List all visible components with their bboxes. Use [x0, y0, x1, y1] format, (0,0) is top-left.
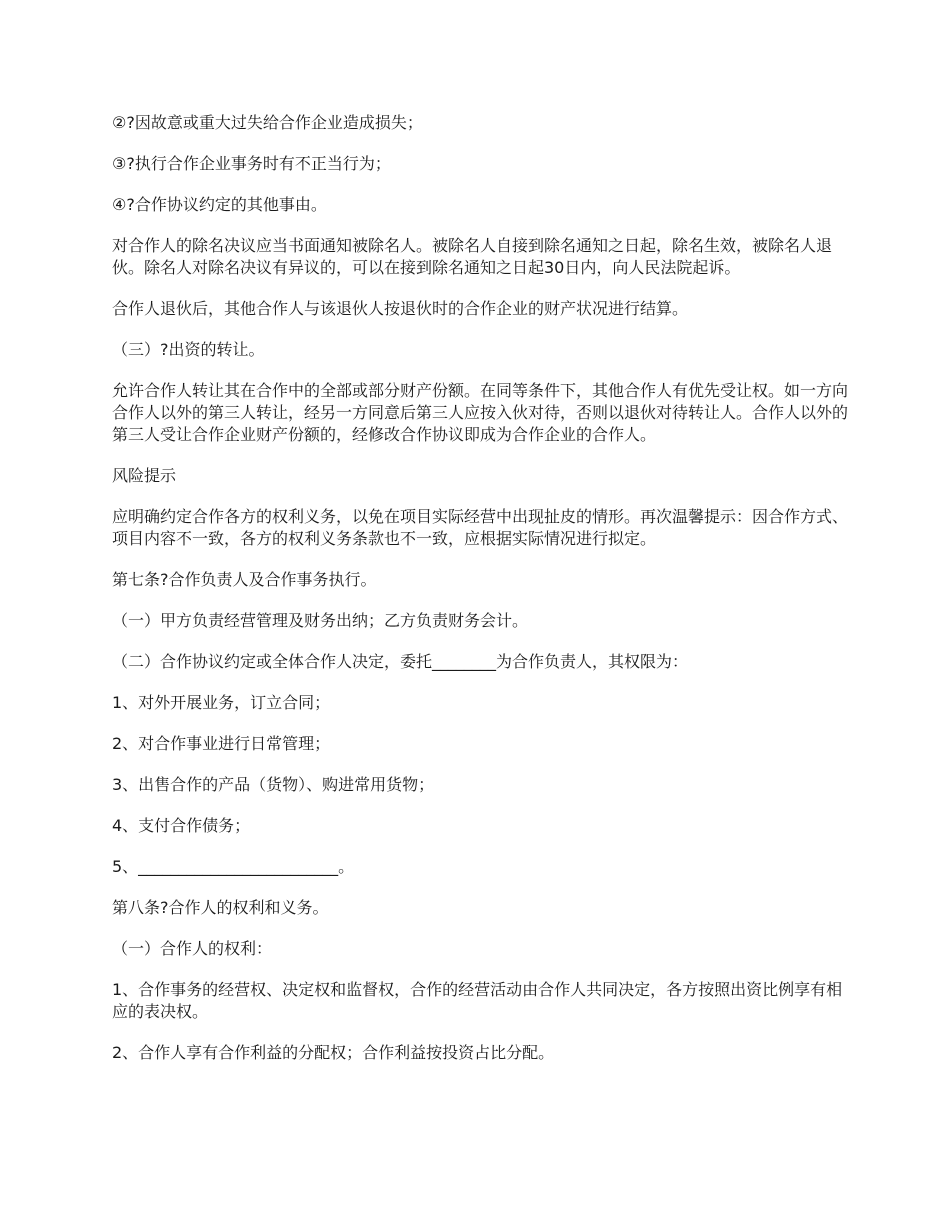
- partner-rights-item-1: 1、合作事务的经营权、决定权和监督权，合作的经营活动由合作人共同决定，各方按照出资比例享有相应的表决权。: [112, 980, 843, 1021]
- clause-item-2: ②?因故意或重大过失给合作企业造成损失；: [112, 113, 423, 132]
- authority-item-1: 1、对外开展业务，订立合同；: [112, 693, 331, 712]
- article-8-heading: 第八条?合作人的权利和义务。: [112, 898, 329, 917]
- article-7-item-1: （一）甲方负责经营管理及财务出纳；乙方负责财务会计。: [112, 611, 529, 630]
- withdrawal-settlement-paragraph: 合作人退伙后，其他合作人与该退伙人按退伙时的合作企业的财产状况进行结算。: [112, 299, 689, 318]
- authority-item-5-blank: 5、_________________________。: [112, 857, 355, 876]
- article-7-heading: 第七条?合作负责人及合作事务执行。: [112, 570, 377, 589]
- risk-notice-heading: 风险提示: [112, 466, 177, 485]
- partner-rights-item-2: 2、合作人享有合作利益的分配权；合作利益按投资占比分配。: [112, 1043, 555, 1062]
- document-page: [112, 112, 852, 1083]
- authority-item-3: 3、出售合作的产品（货物）、购进常用货物；: [112, 775, 435, 794]
- authority-item-4: 4、支付合作债务；: [112, 816, 251, 835]
- section-heading-capital-transfer: （三）?出资的转让。: [112, 340, 265, 359]
- authority-item-2: 2、对合作事业进行日常管理；: [112, 734, 331, 753]
- article-7-item-2: （二）合作协议约定或全体合作人决定，委托________为合作负责人，其权限为：: [112, 652, 689, 671]
- risk-notice-paragraph: 应明确约定合作各方的权利义务，以免在项目实际经营中出现扯皮的情形。再次温馨提示：因合作方式、项目内容不一致，各方的权利义务条款也不一致，应根据实际情况进行拟定。: [112, 507, 849, 548]
- expulsion-notice-paragraph: 对合作人的除名决议应当书面通知被除名人。被除名人自接到除名通知之日起，除名生效，被除名人退伙。除名人对除名决议有异议的，可以在接到除名通知之日起30日内，向人民法院起诉。: [112, 236, 833, 277]
- partner-rights-heading: （一）合作人的权利：: [112, 939, 273, 958]
- capital-transfer-paragraph: 允许合作人转让其在合作中的全部或部分财产份额。在同等条件下，其他合作人有优先受让权。如一方向合作人以外的第三人转让，经另一方同意后第三人应按入伙对待，否则以退伙对待转让人。合作人以外的第三人受让合作企业财产份额的，经修改合作协议即成为合作企业的合作人。: [112, 381, 849, 444]
- clause-item-4: ④?合作协议约定的其他事由。: [112, 195, 327, 214]
- clause-item-3: ③?执行合作企业事务时有不正当行为；: [112, 154, 391, 173]
